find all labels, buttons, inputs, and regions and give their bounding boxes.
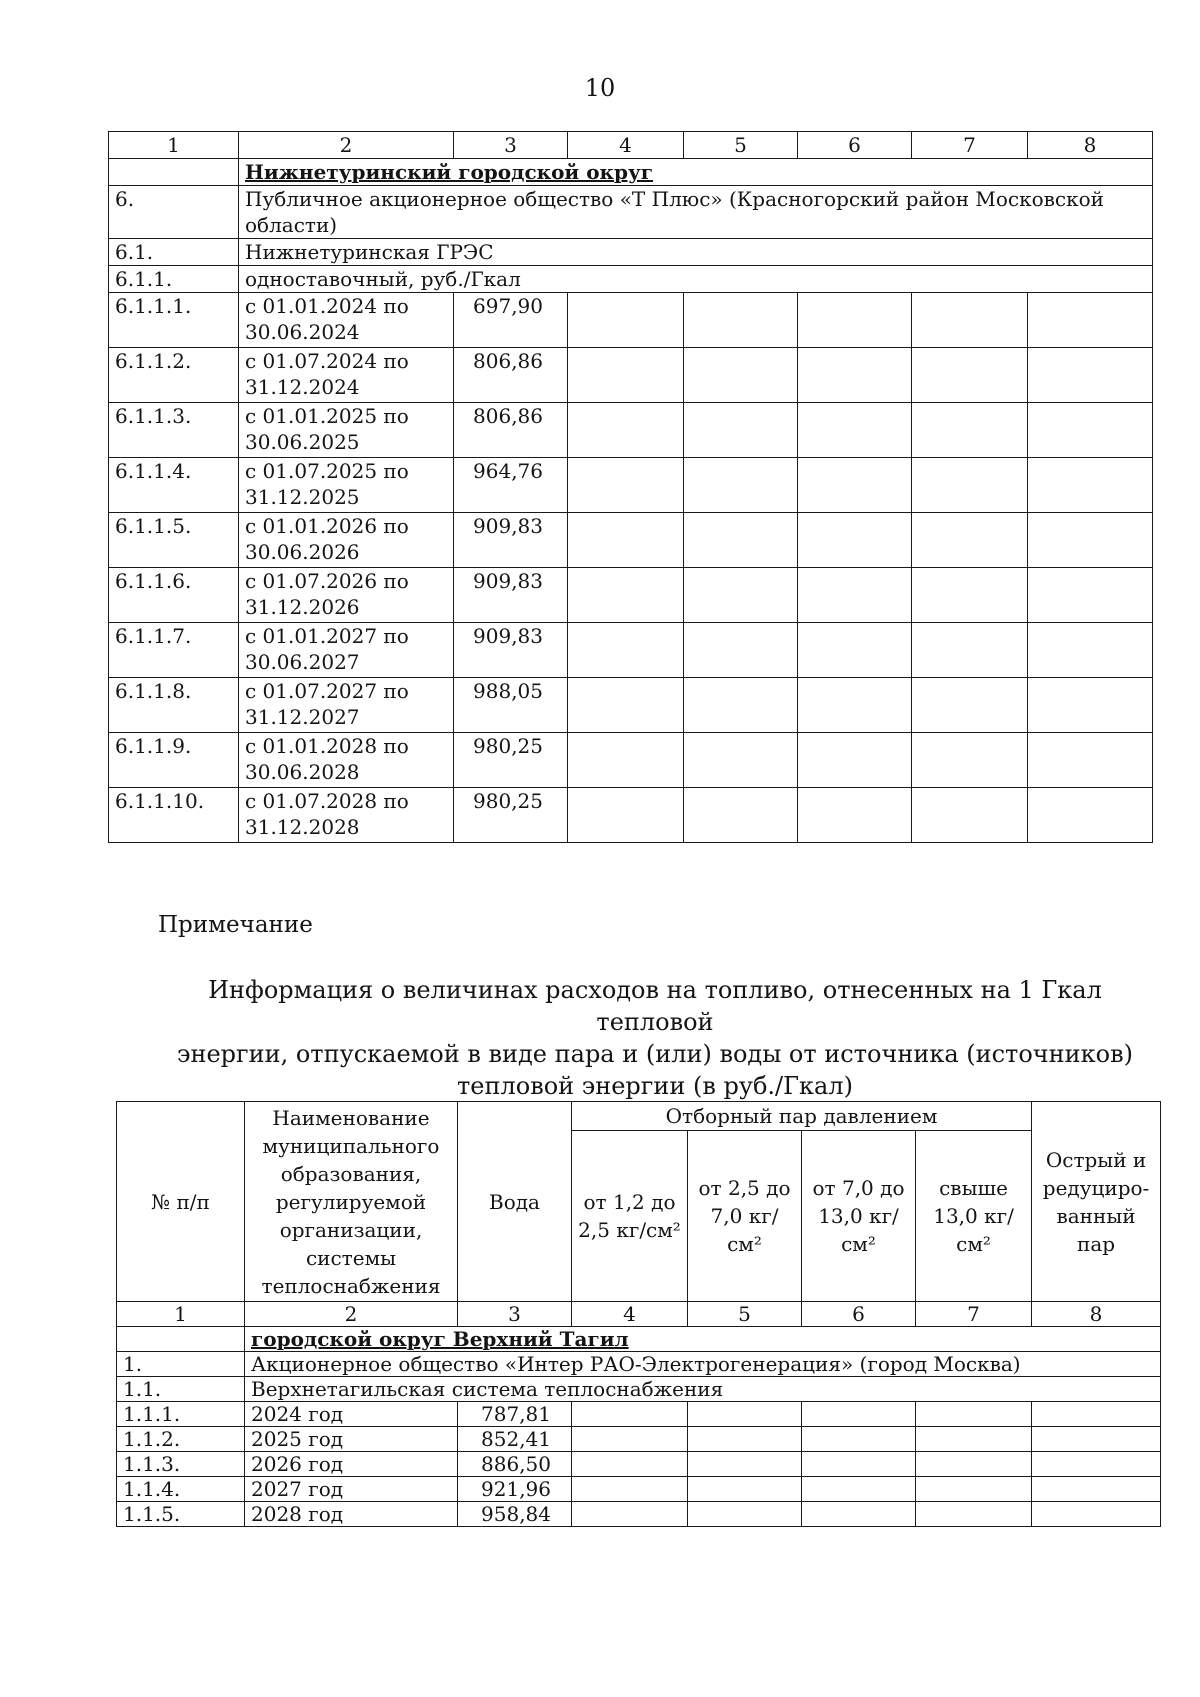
empty-cell (109, 159, 239, 186)
row-number: 6.1.1.2. (109, 348, 239, 403)
row-number: 6.1.1.10. (109, 788, 239, 843)
table-row (109, 623, 1153, 678)
page-number: 10 (584, 74, 616, 102)
table-row (109, 788, 1153, 843)
table-row (109, 678, 1153, 733)
header-pressure: от 7,0 до 13,0 кг/см² (802, 1131, 916, 1302)
period: с 01.01.2025 по 30.06.2025 (239, 403, 454, 458)
header-sharp-steam: Острый и редуциро-ванный пар (1032, 1102, 1161, 1302)
info-title-line: тепловой энергии (в руб./Гкал) (457, 1072, 853, 1100)
table-row (117, 1452, 1161, 1477)
header-steam-group: Отборный пар давлением (572, 1102, 1032, 1131)
value: 909,83 (454, 623, 568, 678)
row-number: 1.1.1. (117, 1402, 245, 1427)
value: 980,25 (454, 733, 568, 788)
row-number: 1. (117, 1352, 245, 1377)
period: с 01.07.2026 по 31.12.2026 (239, 568, 454, 623)
org-name: Публичное акционерное общество «Т Плюс» (Красногорский район Московской области) (239, 186, 1153, 239)
col-num: 5 (684, 132, 798, 159)
info-title-line: энергии, отпускаемой в виде пара и (или) воды от источника (источников) (177, 1040, 1133, 1068)
value: 988,05 (454, 678, 568, 733)
row-number: 6.1.1.3. (109, 403, 239, 458)
period: с 01.01.2027 по 30.06.2027 (239, 623, 454, 678)
station-row (109, 239, 1153, 266)
row-number: 6.1.1.9. (109, 733, 239, 788)
value: 787,81 (458, 1402, 572, 1427)
period: с 01.01.2028 по 30.06.2028 (239, 733, 454, 788)
col-num: 6 (802, 1302, 916, 1327)
value: 964,76 (454, 458, 568, 513)
value: 852,41 (458, 1427, 572, 1452)
table-row (117, 1477, 1161, 1502)
col-num: 8 (1032, 1302, 1161, 1327)
row-number: 6.1.1.4. (109, 458, 239, 513)
table-row (117, 1402, 1161, 1427)
table-row (109, 733, 1153, 788)
header-pressure: свыше 13,0 кг/см² (916, 1131, 1032, 1302)
col-num: 1 (117, 1302, 245, 1327)
row-number: 6.1.1.5. (109, 513, 239, 568)
header-num: № п/п (117, 1102, 245, 1302)
rate-name: одноставочный, руб./Гкал (239, 266, 1153, 293)
row-number: 1.1.5. (117, 1502, 245, 1527)
empty-cell (117, 1327, 245, 1352)
col-num: 1 (109, 132, 239, 159)
col-num: 7 (912, 132, 1028, 159)
table-row (117, 1427, 1161, 1452)
row-number: 1.1.2. (117, 1427, 245, 1452)
value: 697,90 (454, 293, 568, 348)
row-number: 1.1. (117, 1377, 245, 1402)
org-row (109, 186, 1153, 239)
row-number: 6.1.1.1. (109, 293, 239, 348)
year: 2027 год (245, 1477, 458, 1502)
col-num: 3 (458, 1302, 572, 1327)
header-row (117, 1102, 1161, 1131)
col-num: 7 (916, 1302, 1032, 1327)
value: 806,86 (454, 348, 568, 403)
period: с 01.07.2024 по 31.12.2024 (239, 348, 454, 403)
section-row (117, 1327, 1161, 1352)
col-num: 3 (454, 132, 568, 159)
period: с 01.07.2028 по 31.12.2028 (239, 788, 454, 843)
year: 2028 год (245, 1502, 458, 1527)
info-title (170, 974, 1140, 1102)
col-num: 4 (568, 132, 684, 159)
table-row (109, 293, 1153, 348)
year: 2024 год (245, 1402, 458, 1427)
period: с 01.01.2026 по 30.06.2026 (239, 513, 454, 568)
section-title: Нижнетуринский городской округ (239, 159, 1153, 186)
org-name: Акционерное общество «Интер РАО-Электрогенерация» (город Москва) (245, 1352, 1161, 1377)
header-name: Наименование муниципального образования, регулируемой организации, системы теплоснабжения (245, 1102, 458, 1302)
col-num: 5 (688, 1302, 802, 1327)
table-row (109, 403, 1153, 458)
value: 806,86 (454, 403, 568, 458)
row-number: 6.1. (109, 239, 239, 266)
row-number: 6.1.1.7. (109, 623, 239, 678)
table-row (109, 348, 1153, 403)
system-row (117, 1377, 1161, 1402)
row-number: 6.1.1.8. (109, 678, 239, 733)
period: с 01.07.2025 по 31.12.2025 (239, 458, 454, 513)
year: 2025 год (245, 1427, 458, 1452)
column-number-row (109, 132, 1153, 159)
row-number: 6.1.1.6. (109, 568, 239, 623)
col-num: 2 (245, 1302, 458, 1327)
col-num: 2 (239, 132, 454, 159)
period: с 01.01.2024 по 30.06.2024 (239, 293, 454, 348)
header-pressure: от 1,2 до 2,5 кг/см² (572, 1131, 688, 1302)
row-number: 6.1.1. (109, 266, 239, 293)
table-row (117, 1502, 1161, 1527)
table-row (109, 568, 1153, 623)
row-number: 1.1.4. (117, 1477, 245, 1502)
table-row (109, 458, 1153, 513)
org-row (117, 1352, 1161, 1377)
section-title: городской округ Верхний Тагил (245, 1327, 1161, 1352)
fuel-cost-table (116, 1101, 1161, 1527)
column-number-row (117, 1302, 1161, 1327)
value: 921,96 (458, 1477, 572, 1502)
col-num: 8 (1028, 132, 1153, 159)
header-pressure: от 2,5 до 7,0 кг/см² (688, 1131, 802, 1302)
rate-row (109, 266, 1153, 293)
note-label: Примечание (158, 912, 313, 938)
col-num: 6 (798, 132, 912, 159)
value: 909,83 (454, 568, 568, 623)
value: 980,25 (454, 788, 568, 843)
header-water: Вода (458, 1102, 572, 1302)
period: с 01.07.2027 по 31.12.2027 (239, 678, 454, 733)
section-row (109, 159, 1153, 186)
row-number: 6. (109, 186, 239, 239)
tariff-table (108, 131, 1153, 843)
row-number: 1.1.3. (117, 1452, 245, 1477)
table-row (109, 513, 1153, 568)
col-num: 4 (572, 1302, 688, 1327)
system-name: Верхнетагильская система теплоснабжения (245, 1377, 1161, 1402)
station-name: Нижнетуринская ГРЭС (239, 239, 1153, 266)
info-title-line: Информация о величинах расходов на топливо, отнесенных на 1 Гкал тепловой (208, 976, 1102, 1036)
value: 958,84 (458, 1502, 572, 1527)
value: 886,50 (458, 1452, 572, 1477)
year: 2026 год (245, 1452, 458, 1477)
value: 909,83 (454, 513, 568, 568)
